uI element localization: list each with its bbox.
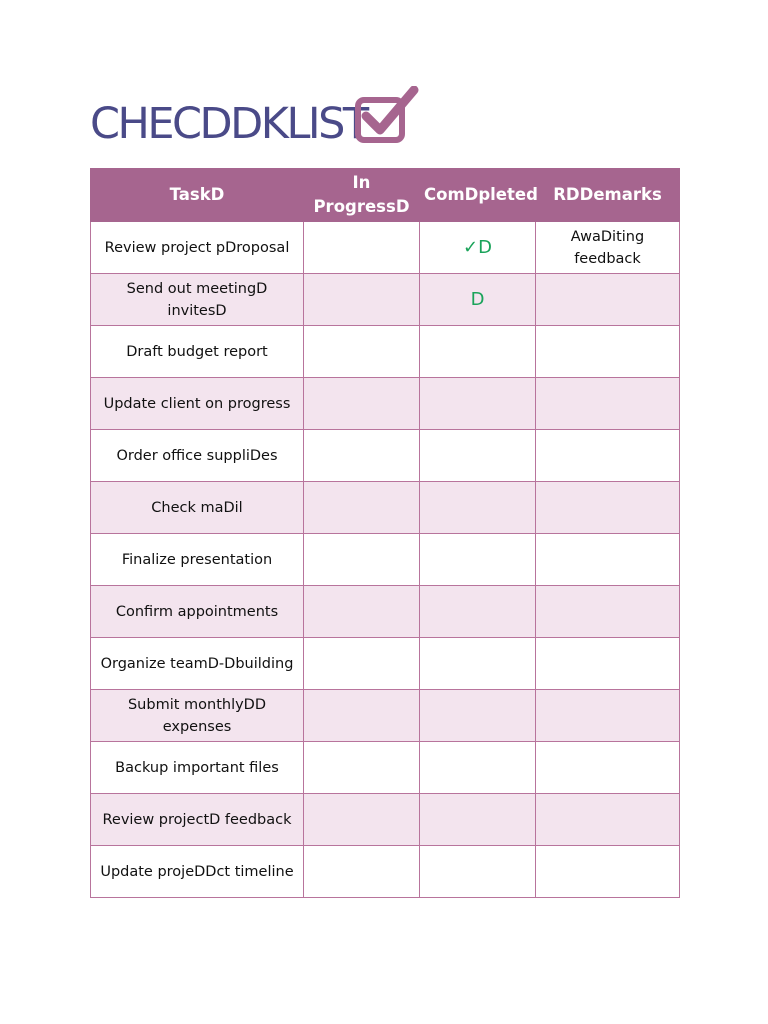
remarks-cell[interactable]: AwaDiting feedback <box>536 222 680 274</box>
task-cell: Organize teamD-Dbuilding <box>91 638 304 690</box>
completed-cell[interactable] <box>420 586 536 638</box>
completed-cell[interactable] <box>420 638 536 690</box>
remarks-cell[interactable] <box>536 534 680 586</box>
header-completed: ComDpleted <box>420 169 536 222</box>
remarks-cell[interactable] <box>536 326 680 378</box>
in-progress-cell[interactable] <box>304 638 420 690</box>
task-cell: Submit monthlyDD expenses <box>91 690 304 742</box>
header-remarks: RDDemarks <box>536 169 680 222</box>
remarks-cell[interactable] <box>536 586 680 638</box>
table-row <box>91 326 680 378</box>
page-title-text: CHECDDKLIST <box>90 99 367 149</box>
table-row <box>91 742 680 794</box>
remarks-cell[interactable] <box>536 690 680 742</box>
task-cell: Backup important files <box>91 742 304 794</box>
in-progress-cell[interactable] <box>304 274 420 326</box>
in-progress-cell[interactable] <box>304 482 420 534</box>
table-row <box>91 846 680 898</box>
completed-cell[interactable] <box>420 326 536 378</box>
table-row <box>91 482 680 534</box>
table-row <box>91 378 680 430</box>
task-cell: Update projeDDct timeline <box>91 846 304 898</box>
table-row <box>91 638 680 690</box>
remarks-cell[interactable] <box>536 378 680 430</box>
completed-cell[interactable] <box>420 534 536 586</box>
in-progress-cell[interactable] <box>304 378 420 430</box>
completed-cell[interactable] <box>420 430 536 482</box>
completed-cell[interactable] <box>420 846 536 898</box>
task-cell: Finalize presentation <box>91 534 304 586</box>
completed-cell[interactable] <box>420 482 536 534</box>
remarks-cell[interactable] <box>536 742 680 794</box>
task-cell: Draft budget report <box>91 326 304 378</box>
in-progress-cell[interactable] <box>304 326 420 378</box>
remarks-cell[interactable] <box>536 794 680 846</box>
table-row <box>91 222 680 274</box>
in-progress-cell[interactable] <box>304 430 420 482</box>
table-row <box>91 534 680 586</box>
table-row <box>91 690 680 742</box>
checklist-table <box>90 168 680 898</box>
checkbox-check-icon <box>350 86 420 148</box>
completed-cell[interactable] <box>420 742 536 794</box>
header-task: TaskD <box>91 169 304 222</box>
completed-cell[interactable] <box>420 794 536 846</box>
completed-cell[interactable]: D <box>420 274 536 326</box>
header-in-progress: In ProgressD <box>304 169 420 222</box>
table-row <box>91 274 680 326</box>
in-progress-cell[interactable] <box>304 794 420 846</box>
in-progress-cell[interactable] <box>304 534 420 586</box>
task-cell: Send out meetingD invitesD <box>91 274 304 326</box>
in-progress-cell[interactable] <box>304 222 420 274</box>
completed-cell[interactable] <box>420 690 536 742</box>
in-progress-cell[interactable] <box>304 690 420 742</box>
table-header-row <box>91 169 680 222</box>
in-progress-cell[interactable] <box>304 846 420 898</box>
remarks-cell[interactable] <box>536 846 680 898</box>
table-body <box>91 222 680 898</box>
in-progress-cell[interactable] <box>304 742 420 794</box>
table-row <box>91 586 680 638</box>
task-cell: Update client on progress <box>91 378 304 430</box>
task-cell: Confirm appointments <box>91 586 304 638</box>
task-cell: Review projectD feedback <box>91 794 304 846</box>
remarks-cell[interactable] <box>536 638 680 690</box>
in-progress-cell[interactable] <box>304 586 420 638</box>
remarks-cell[interactable] <box>536 430 680 482</box>
task-cell: Check maDil <box>91 482 304 534</box>
remarks-cell[interactable] <box>536 482 680 534</box>
completed-cell[interactable]: ✓D <box>420 222 536 274</box>
task-cell: Review project pDroposal <box>91 222 304 274</box>
completed-cell[interactable] <box>420 378 536 430</box>
table-row <box>91 794 680 846</box>
table-row <box>91 430 680 482</box>
task-cell: Order office suppliDes <box>91 430 304 482</box>
page-title <box>90 96 367 152</box>
remarks-cell[interactable] <box>536 274 680 326</box>
